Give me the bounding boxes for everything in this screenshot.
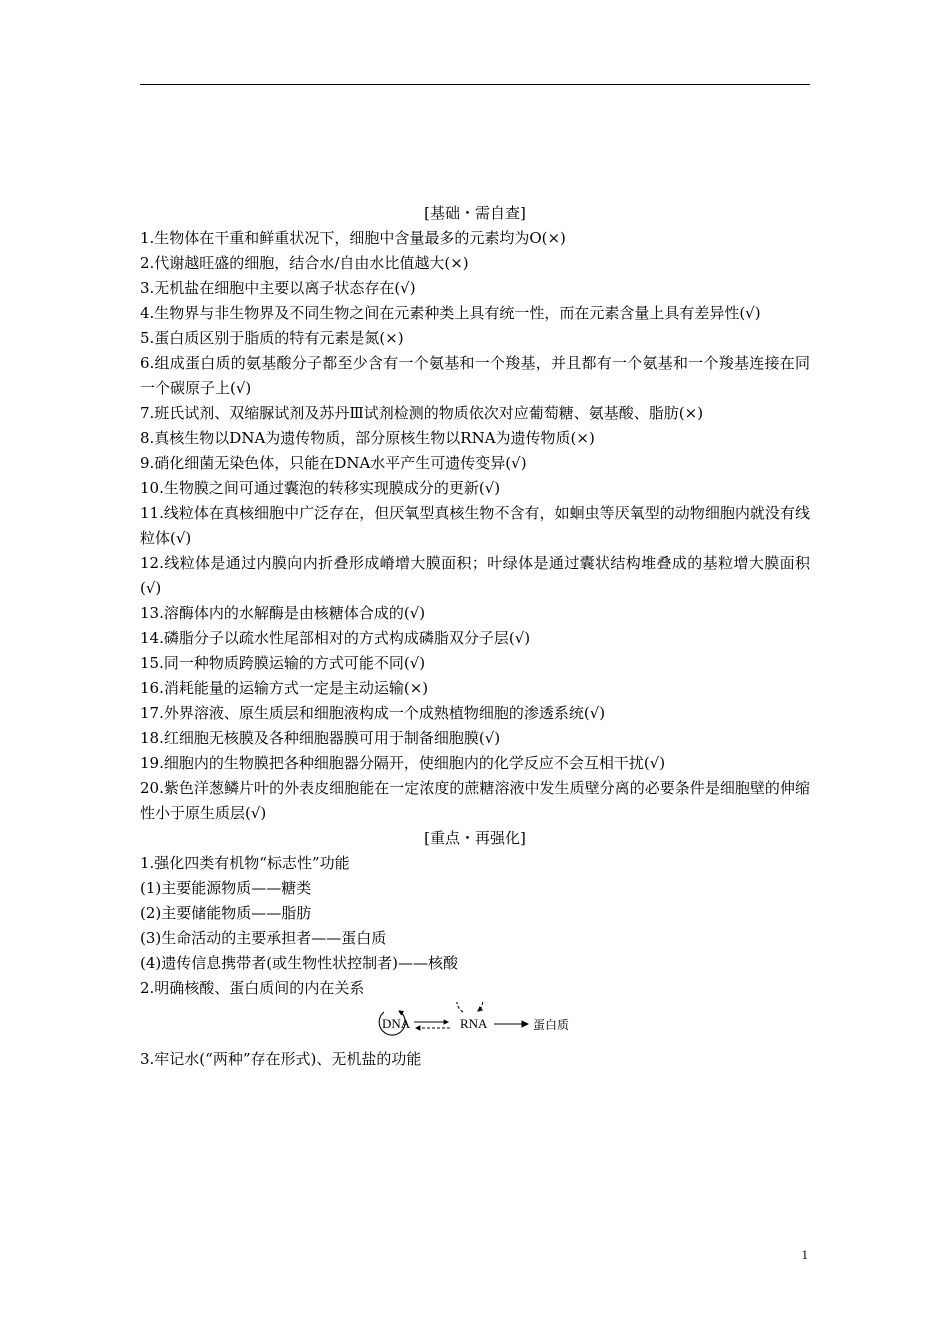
section-title-basics: [基础・需自查] [424,204,526,222]
point-2-title: 2.明确核酸、蛋白质间的内在关系 [140,979,365,997]
list-item: 6.组成蛋白质的氨基酸分子都至少含有一个氨基和一个羧基，并且都有一个氨基和一个羧基连接在同一个碳原子上(√) [140,354,810,397]
list-item: 19.细胞内的生物膜把各种细胞器分隔开，使细胞内的化学反应不会互相干扰(√) [140,754,666,772]
list-item: 5.蛋白质区别于脂质的特有元素是氮(×) [140,329,404,347]
point-1-sub: (3)生命活动的主要承担者——蛋白质 [140,929,387,947]
protein-label: 蛋白质 [533,1018,570,1032]
point-1-sub: (1)主要能源物质——糖类 [140,879,312,897]
list-item: 14.磷脂分子以疏水性尾部相对的方式构成磷脂双分子层(√) [140,629,531,647]
list-item: 2.代谢越旺盛的细胞，结合水/自由水比值越大(×) [140,254,469,272]
point-1-title: 1.强化四类有机物“标志性”功能 [140,854,350,872]
list-item: 7.班氏试剂、双缩脲试剂及苏丹Ⅲ试剂检测的物质依次对应葡萄糖、氨基酸、脂肪(×) [140,404,704,422]
list-item: 16.消耗能量的运输方式一定是主动运输(×) [140,679,429,697]
list-item: 1.生物体在干重和鲜重状况下，细胞中含量最多的元素均为O(×) [140,229,566,247]
dna-label: DNA [382,1016,411,1031]
list-item: 9.硝化细菌无染色体，只能在DNA水平产生可遗传变异(√) [140,454,527,472]
list-item: 10.生物膜之间可通过囊泡的转移实现膜成分的更新(√) [140,479,501,497]
page-number: 1 [801,1247,808,1262]
rna-label: RNA [460,1016,488,1031]
point-1-sub: (2)主要储能物质——脂肪 [140,904,312,922]
point-1-sub: (4)遗传信息携带者(或生物性状控制者)——核酸 [140,954,458,972]
central-dogma-diagram [140,1002,810,1044]
point-3-title: 3.牢记水(“两种”存在形式)、无机盐的功能 [140,1050,422,1068]
list-item: 11.线粒体在真核细胞中广泛存在，但厌氧型真核生物不含有，如蛔虫等厌氧型的动物细胞内就没有线粒体(√) [140,504,810,547]
true-false-list [140,226,810,826]
central-dogma-svg [372,1002,582,1044]
list-item: 12.线粒体是通过内膜向内折叠形成嵴增大膜面积；叶绿体是通过囊状结构堆叠成的基粒增大膜面积(√) [140,554,810,597]
list-item: 18.红细胞无核膜及各种细胞器膜可用于制备细胞膜(√) [140,729,501,747]
header-rule [140,84,810,85]
rna-replication-arrow [457,1002,483,1012]
list-item: 13.溶酶体内的水解酶是由核糖体合成的(√) [140,604,426,622]
list-item: 8.真核生物以DNA为遗传物质，部分原核生物以RNA为遗传物质(×) [140,429,595,447]
list-item: 17.外界溶液、原生质层和细胞液构成一个成熟植物细胞的渗透系统(√) [140,704,606,722]
section-title-key-points: [重点・再强化] [424,829,526,847]
list-item: 20.紫色洋葱鳞片叶的外表皮细胞能在一定浓度的蔗糖溶液中发生质壁分离的必要条件是细胞壁的伸缩性小于原生质层(√) [140,779,810,822]
list-item: 15.同一种物质跨膜运输的方式可能不同(√) [140,654,426,672]
document-body [140,201,810,1072]
list-item: 4.生物界与非生物界及不同生物之间在元素种类上具有统一性，而在元素含量上具有差异性(√) [140,304,761,322]
list-item: 3.无机盐在细胞中主要以离子状态存在(√) [140,279,416,297]
